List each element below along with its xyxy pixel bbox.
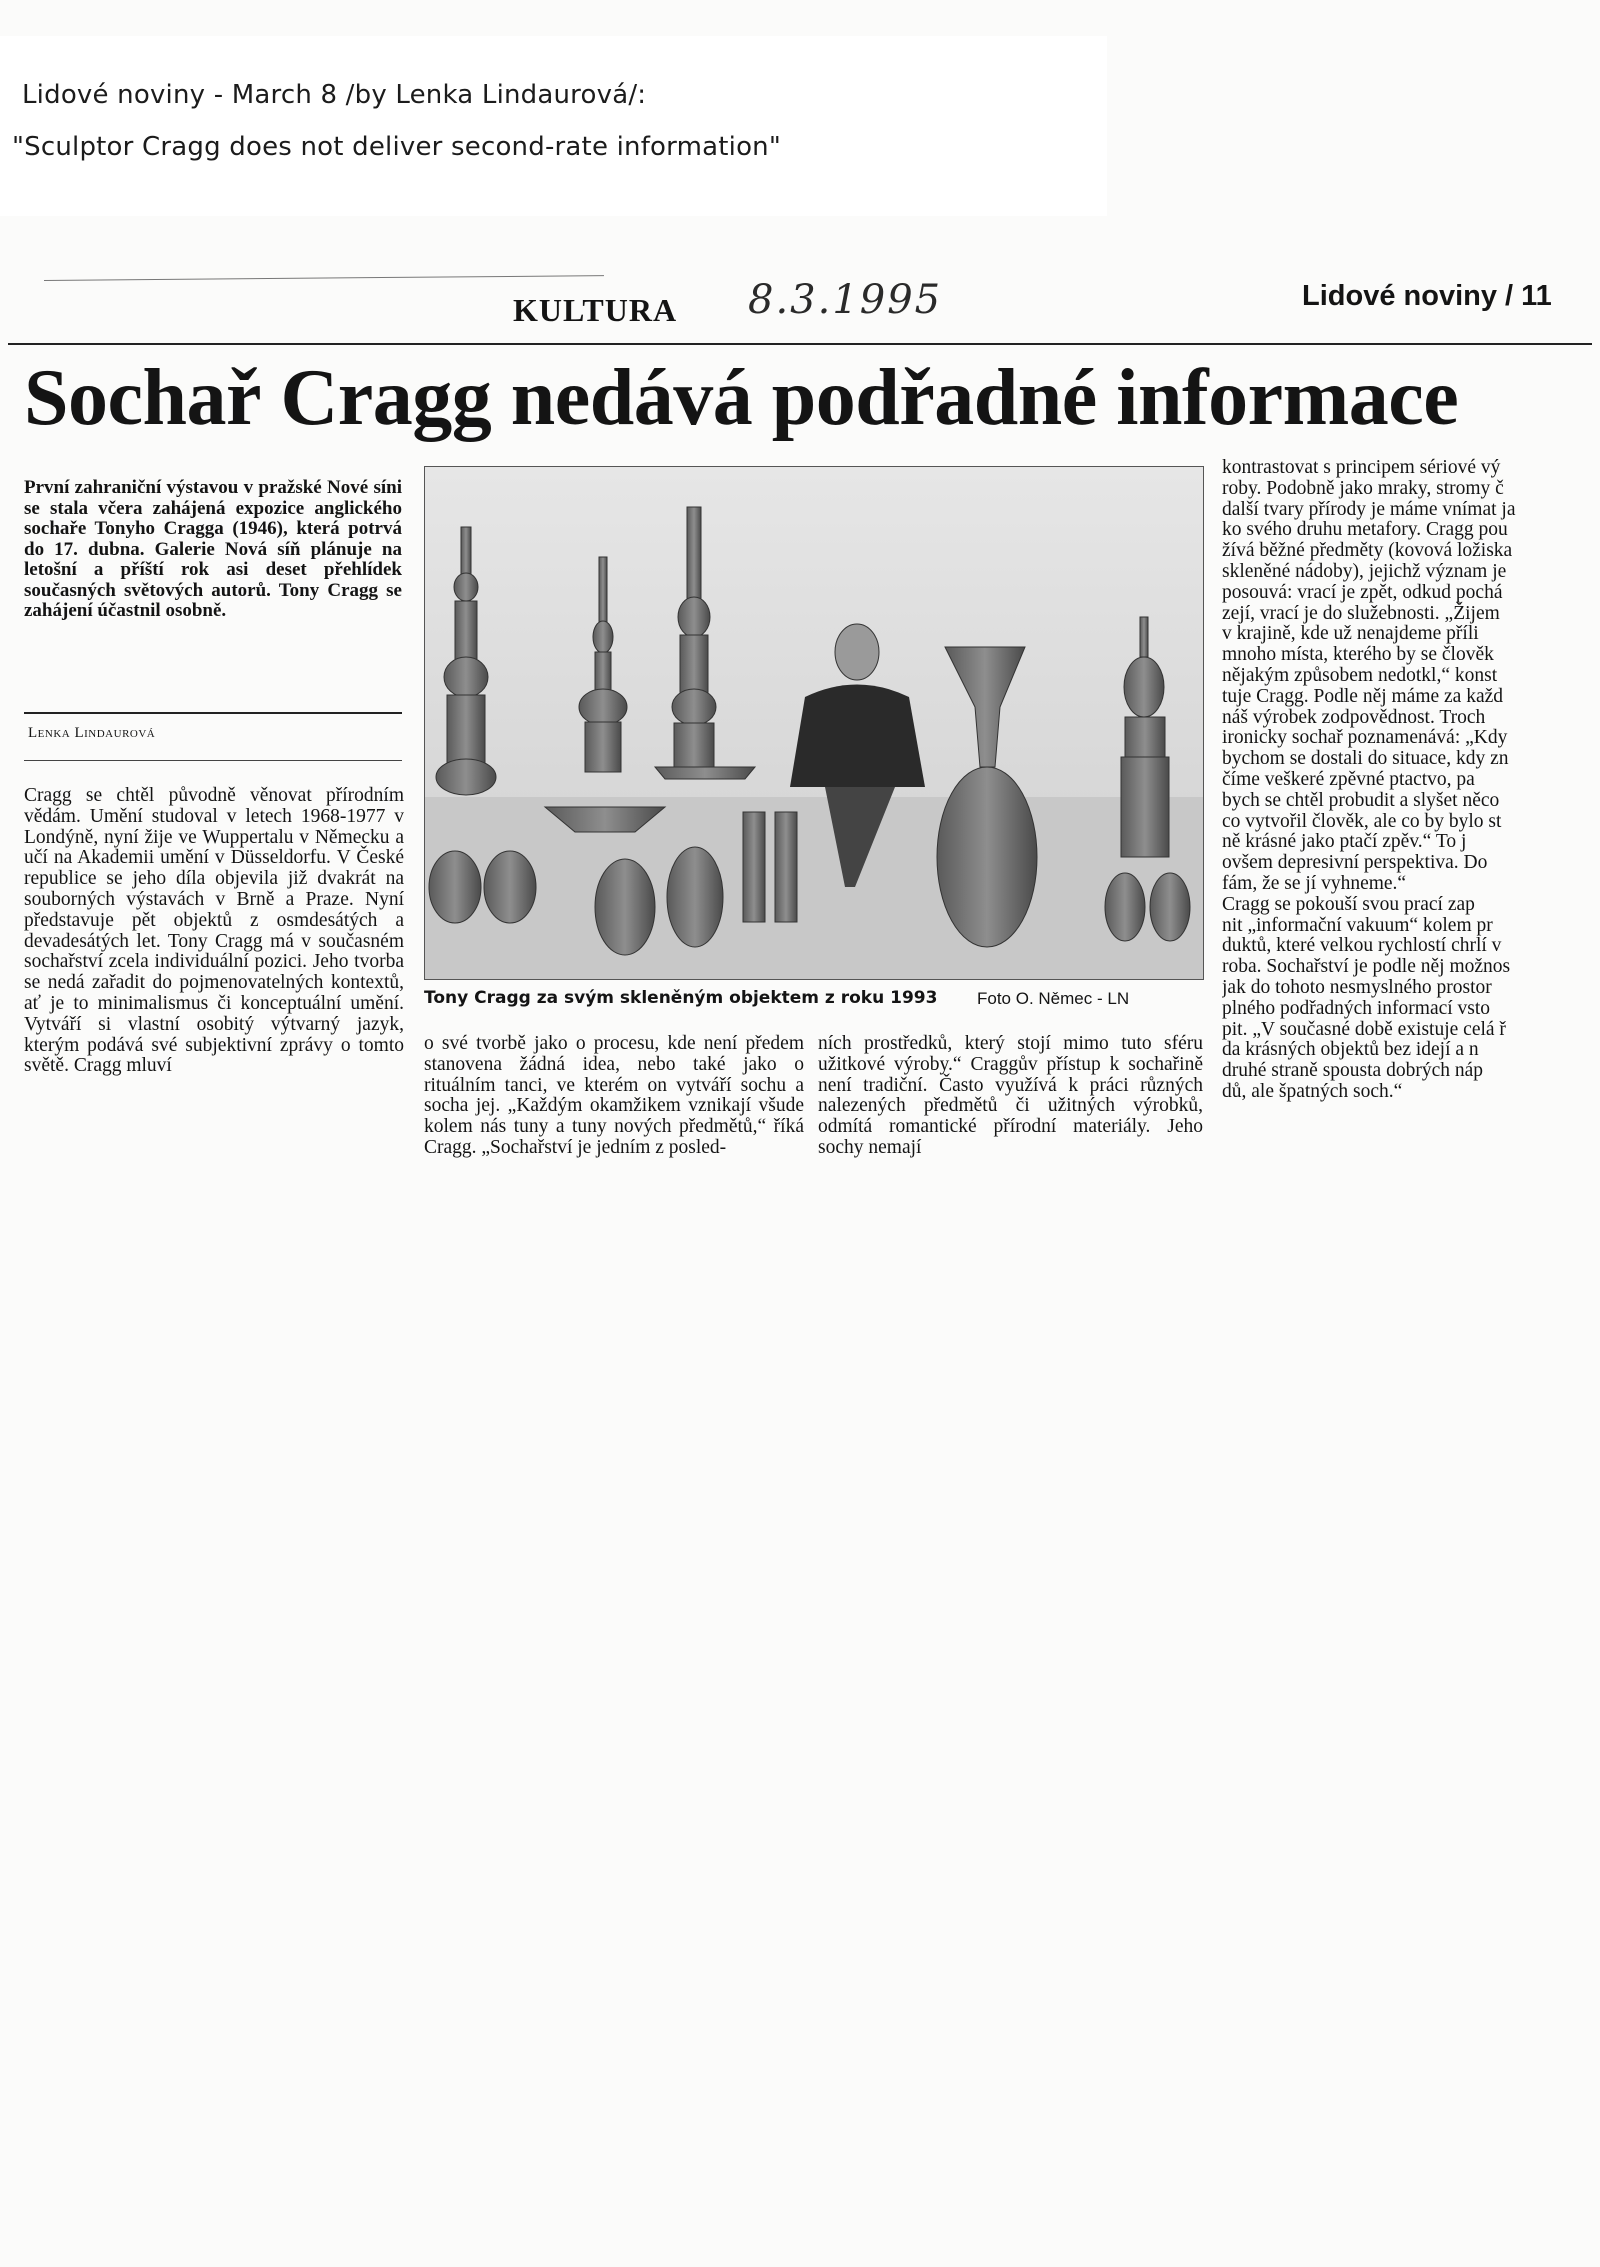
- photo-sculptures-illustration: [425, 467, 1203, 979]
- article-lead: První zahraniční výstavou v pražské Nové síni se stala včera zahájená expozice anglického sochaře Tonyho Cragga (1946), která potrvá do 17. dubna. Galerie Nová síň plánuje na letošní a příští rok asi deset přehlídek současných světových autorů. Tony Cragg se zahájení účastnil osobně.: [24, 477, 402, 621]
- label-source-line: Lidové noviny - March 8 /by Lenka Lindaurová/:: [22, 80, 647, 110]
- col4-line: žívá běžné předměty (kovová ložiska: [1222, 540, 1513, 562]
- author-byline: Lenka Lindaurová: [28, 725, 156, 741]
- col4-line: další tvary přírody je máme vnímat ja: [1222, 498, 1516, 520]
- article-column-2: o své tvorbě jako o procesu, kde není předem stanovena žádná idea, nebo také jako o rituálním tanci, ve kterém on vytváří sochu a socha jej. „Každým okamžikem vznikají všude kolem nás tuny a tuny nových předmětů,“ říká Cragg. „Sochařství je jedním z posled-: [424, 1033, 804, 1158]
- col4-line: ovšem depresivní perspektiva. Do: [1222, 852, 1488, 874]
- section-heading: KULTURA: [513, 292, 678, 328]
- col4-line: náš výrobek zodpovědnost. Troch: [1222, 706, 1486, 728]
- col4-line: druhé straně spousta dobrých náp: [1222, 1060, 1484, 1082]
- label-title-translation: "Sculptor Cragg does not deliver second-rate information": [12, 132, 782, 162]
- col4-line: nit „informační vakuum“ kolem pr: [1222, 914, 1493, 936]
- col4-line: ironicky sochař poznamenává: „Kdy: [1222, 727, 1508, 749]
- faint-rule: [44, 275, 604, 281]
- col4-line: posouvá: vrací je zpět, odkud pochá: [1222, 581, 1503, 603]
- col4-line: dů, ale špatných soch.“: [1222, 1080, 1403, 1102]
- col4-line: jak do tohoto nesmyslného prostor: [1222, 976, 1492, 998]
- lead-separator: [24, 712, 402, 714]
- col4-line: da krásných objektů bez idejí a n: [1222, 1039, 1479, 1061]
- article-photo: [424, 466, 1204, 980]
- col4-line: ně krásné jako ptačí zpěv.“ To j: [1222, 831, 1467, 853]
- article-column-1: Cragg se chtěl původně věnovat přírodním vědám. Umění studoval v letech 1968-1977 v Londýně, nyní žije ve Wuppertalu v Německu a učí na Akademii umění v Düsseldorfu. V České republice se jeho díla objevila již dvakrát na souborných výstavách v Brně a Praze. Nyní představuje pět objektů z osmdesátých a devadesátých let. Tony Cragg má v současném sochařství zcela individuální pozici. Jeho tvorba se nedá zařadit do pojmenovatelných kontextů, ať je to minimalismus či konceptuální umění. Vytváří si vlastní osobitý výtvarný jazyk, kterým podává své subjektivní zprávy o tomto světě. Cragg mluví: [24, 785, 404, 1077]
- col4-line: co vytvořil člověk, ale co by bylo st: [1222, 810, 1502, 832]
- col4-line: ko svého druhu metafory. Cragg pou: [1222, 519, 1508, 541]
- col4-line: duktů, které velkou rychlostí chrlí v: [1222, 935, 1502, 957]
- col4-line: pit. „V současné době existuje celá ř: [1222, 1018, 1506, 1040]
- byline-separator: [24, 760, 402, 761]
- col4-line: mnoho místa, kterého by se člověk: [1222, 644, 1494, 666]
- col4-line: bychom se dostali do situace, kdy zn: [1222, 748, 1509, 770]
- col4-line: roba. Sochařství je podle něj možnos: [1222, 956, 1511, 978]
- translation-label: [0, 36, 1107, 216]
- newspaper-name: Lidové noviny / 11: [1302, 280, 1552, 312]
- col4-line: fám, že se jí vyhneme.“: [1222, 872, 1407, 894]
- col4-line: roby. Podobně jako mraky, stromy č: [1222, 477, 1504, 499]
- handwritten-date: 8.3.1995: [748, 277, 943, 323]
- header-rule: [8, 343, 1592, 345]
- col4-line: tuje Cragg. Podle něj máme za každ: [1222, 685, 1504, 707]
- col4-line: Cragg se pokouší svou prací zap: [1222, 893, 1475, 915]
- col4-line: číme veškeré zpěvné ptactvo, pa: [1222, 768, 1475, 790]
- col4-line: bych se chtěl probudit a slyšet něco: [1222, 789, 1500, 811]
- col4-line: kontrastovat s principem sériové vý: [1222, 458, 1501, 478]
- photo-caption: Tony Cragg za svým skleněným objektem z roku 1993: [424, 988, 938, 1008]
- col4-line: skleněné nádoby), jejichž význam je: [1222, 560, 1507, 582]
- article-column-4: [1222, 458, 1600, 1238]
- col4-line: plného podřadných informací vsto: [1222, 997, 1491, 1019]
- col4-line: v krajině, kde už nenajdeme příli: [1222, 623, 1479, 645]
- article-headline: Sochař Cragg nedává podřadné informace: [24, 354, 1459, 442]
- photo-credit: Foto O. Němec - LN: [977, 989, 1130, 1008]
- article-column-3: ních prostředků, který stojí mimo tuto sféru užitkové výroby.“ Craggův přístup k sochařině není tradiční. Často využívá k práci různých nalezených předmětů či užitných výrobků, odmítá romantické přírodní materiály. Jeho sochy nemají: [818, 1033, 1203, 1158]
- col4-line: zejí, vrací je do služebnosti. „Žijem: [1222, 602, 1500, 624]
- col4-line: nějakým způsobem nedotkl,“ konst: [1222, 664, 1498, 686]
